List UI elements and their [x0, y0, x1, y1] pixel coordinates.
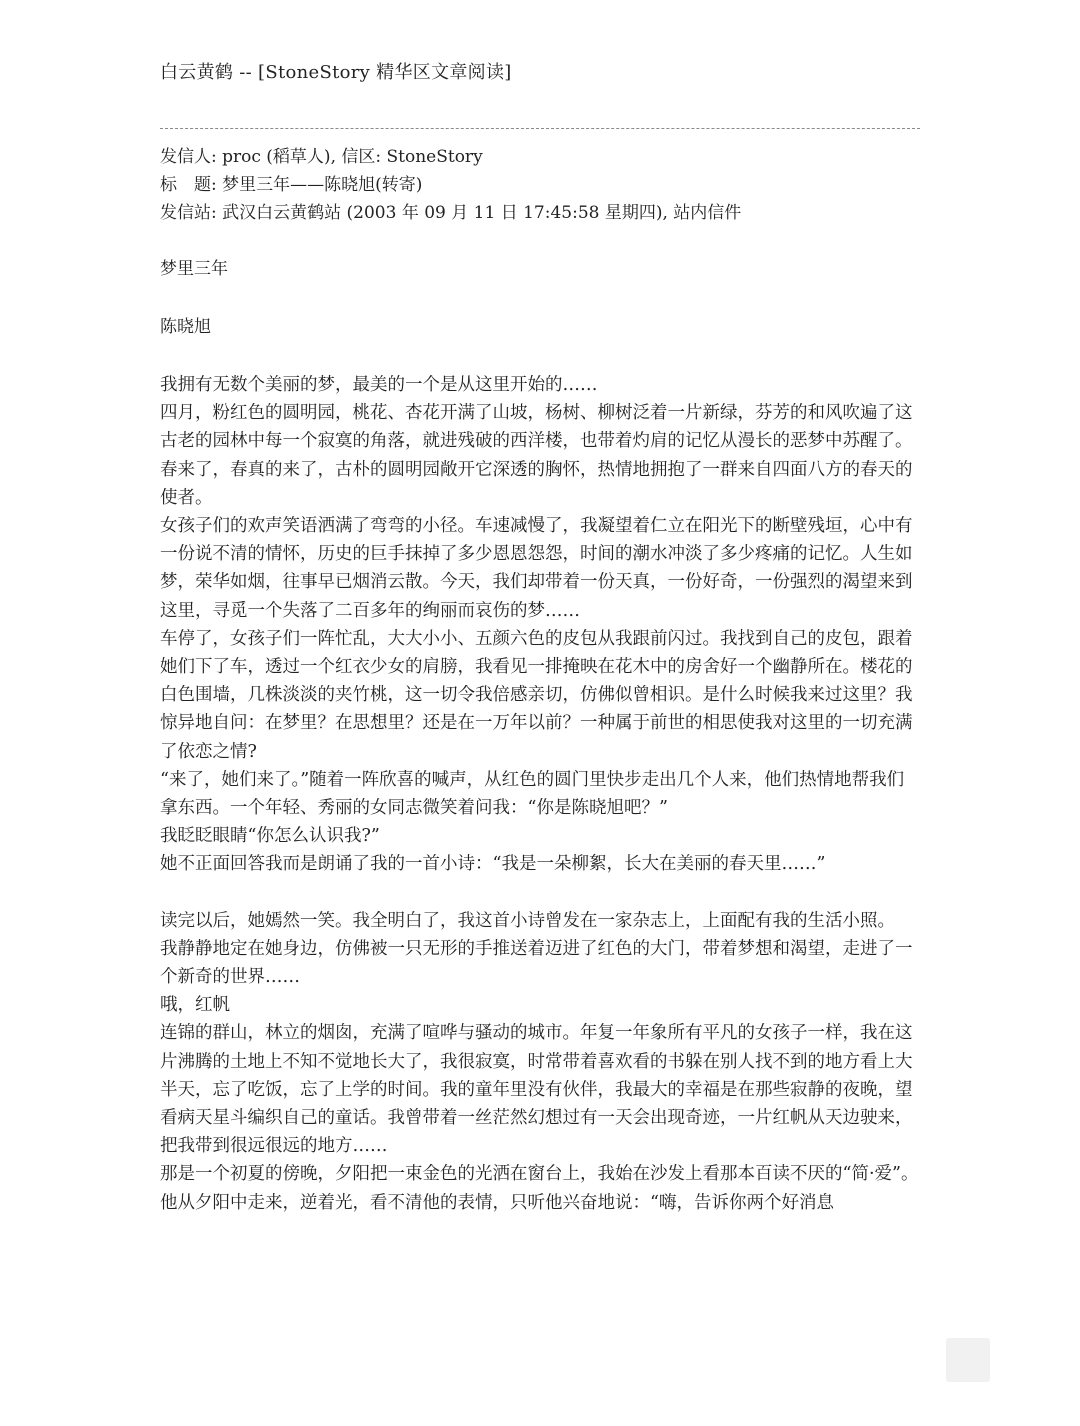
paragraph: 她不正面回答我而是朗诵了我的一首小诗：“我是一朵柳絮，长大在美丽的春天里……” [160, 854, 826, 875]
paragraph: 女孩子们的欢声笑语洒满了弯弯的小径。车速减慢了，我凝望着仁立在阳光下的断壁残垣，心中有一份说不清的情怀，历史的巨手抹掉了多少恩恩怨怨，时间的潮水冲淡了多少疼痛的记忆。人生如梦，荣华如烟，往事早已烟消云散。今天，我们却带着一份天真，一份好奇，一份强烈的渴望来到这里，寻觅一个失落了二百多年的绚丽而哀伤的梦…… [160, 516, 913, 621]
message-header [160, 143, 920, 227]
paragraph: 我拥有无数个美丽的梦，最美的一个是从这里开始的…… [160, 375, 598, 395]
paragraph: 车停了，女孩子们一阵忙乱，大大小小、五颜六色的皮包从我跟前闪过。我找到自己的皮包，跟着她们下了车，透过一个红衣少女的肩膀，我看见一排掩映在花木中的房舍好一个幽静所在。楼花的白色围墙，几株淡淡的夹竹桃，这一切令我倍感亲切，仿佛似曾相识。是什么时候我来过这里？我惊异地自问：在梦里？在思想里？还是在一万年以前？一种属于前世的相思使我对这里的一切充满了依恋之情? [160, 628, 913, 762]
article-body [160, 371, 920, 1217]
sender-line: 发信人: proc (稻草人), 信区: StoneStory [160, 147, 483, 167]
paragraph: 他从夕阳中走来，逆着光，看不清他的表情，只听他兴奋地说：“嗨，告诉你两个好消息 [160, 1192, 834, 1213]
station-line: 发信站: 武汉白云黄鹤站 (2003 年 09 月 11 日 17:45:58 星期四), 站内信件 [160, 203, 742, 223]
section-heading: 哦，红帆 [160, 995, 230, 1016]
paragraph: 我眨眨眼睛“你怎么认识我?” [160, 826, 380, 847]
paragraph: 四月，粉红色的圆明园，桃花、杏花开满了山坡，杨树、柳树泛着一片新绿，芬芳的和风吹遍了这古老的园林中每一个寂寞的角落，就进残破的西洋楼，也带着灼肩的记忆从漫长的恶梦中苏醒了。 [160, 403, 913, 452]
paragraph: 读完以后，她嫣然一笑。我全明白了，我这首小诗曾发在一家杂志上，上面配有我的生活小照。 [160, 910, 895, 931]
dashed-divider [160, 128, 920, 129]
article-author: 陈晓旭 [160, 317, 211, 337]
paragraph: 我静静地定在她身边，仿佛被一只无形的手推送着迈进了红色的大门，带着梦想和渴望，走进了一个新奇的世界…… [160, 938, 913, 988]
article-title: 梦里三年 [160, 259, 228, 279]
subject-line: 标 题: 梦里三年——陈晓旭(转寄) [160, 175, 423, 195]
paragraph: 春来了，春真的来了，古朴的圆明园敞开它深透的胸怀，热情地拥抱了一群来自四面八方的春天的使者。 [160, 459, 913, 508]
paragraph: 那是一个初夏的傍晚，夕阳把一束金色的光洒在窗台上，我始在沙发上看那本百读不厌的“简·爱”。 [160, 1164, 919, 1185]
paragraph: “来了，她们来了。”随着一阵欣喜的喊声，从红色的圆门里快步走出几个人来，他们热情地帮我们拿东西。一个年轻、秀丽的女同志微笑着问我：“你是陈晓旭吧？” [160, 769, 905, 819]
paragraph: 连锦的群山，林立的烟囱，充满了喧哗与骚动的城市。年复一年象所有平凡的女孩子一样，我在这片沸腾的土地上不知不觉地长大了，我很寂寞，时常带着喜欢看的书躲在别人找不到的地方看上大半天，忘了吃饭，忘了上学的时间。我的童年里没有伙伴，我最大的幸福是在那些寂静的夜晚，望看病天星斗编织自己的童话。我曾带着一丝茫然幻想过有一天会出现奇迹，一片红帆从天边驶来，把我带到很远很远的地方…… [160, 1023, 913, 1157]
page-title: 白云黄鹤 -- [StoneStory 精华区文章阅读] [160, 62, 512, 83]
faded-overlay-badge [946, 1338, 990, 1382]
document-page [160, 58, 920, 1217]
